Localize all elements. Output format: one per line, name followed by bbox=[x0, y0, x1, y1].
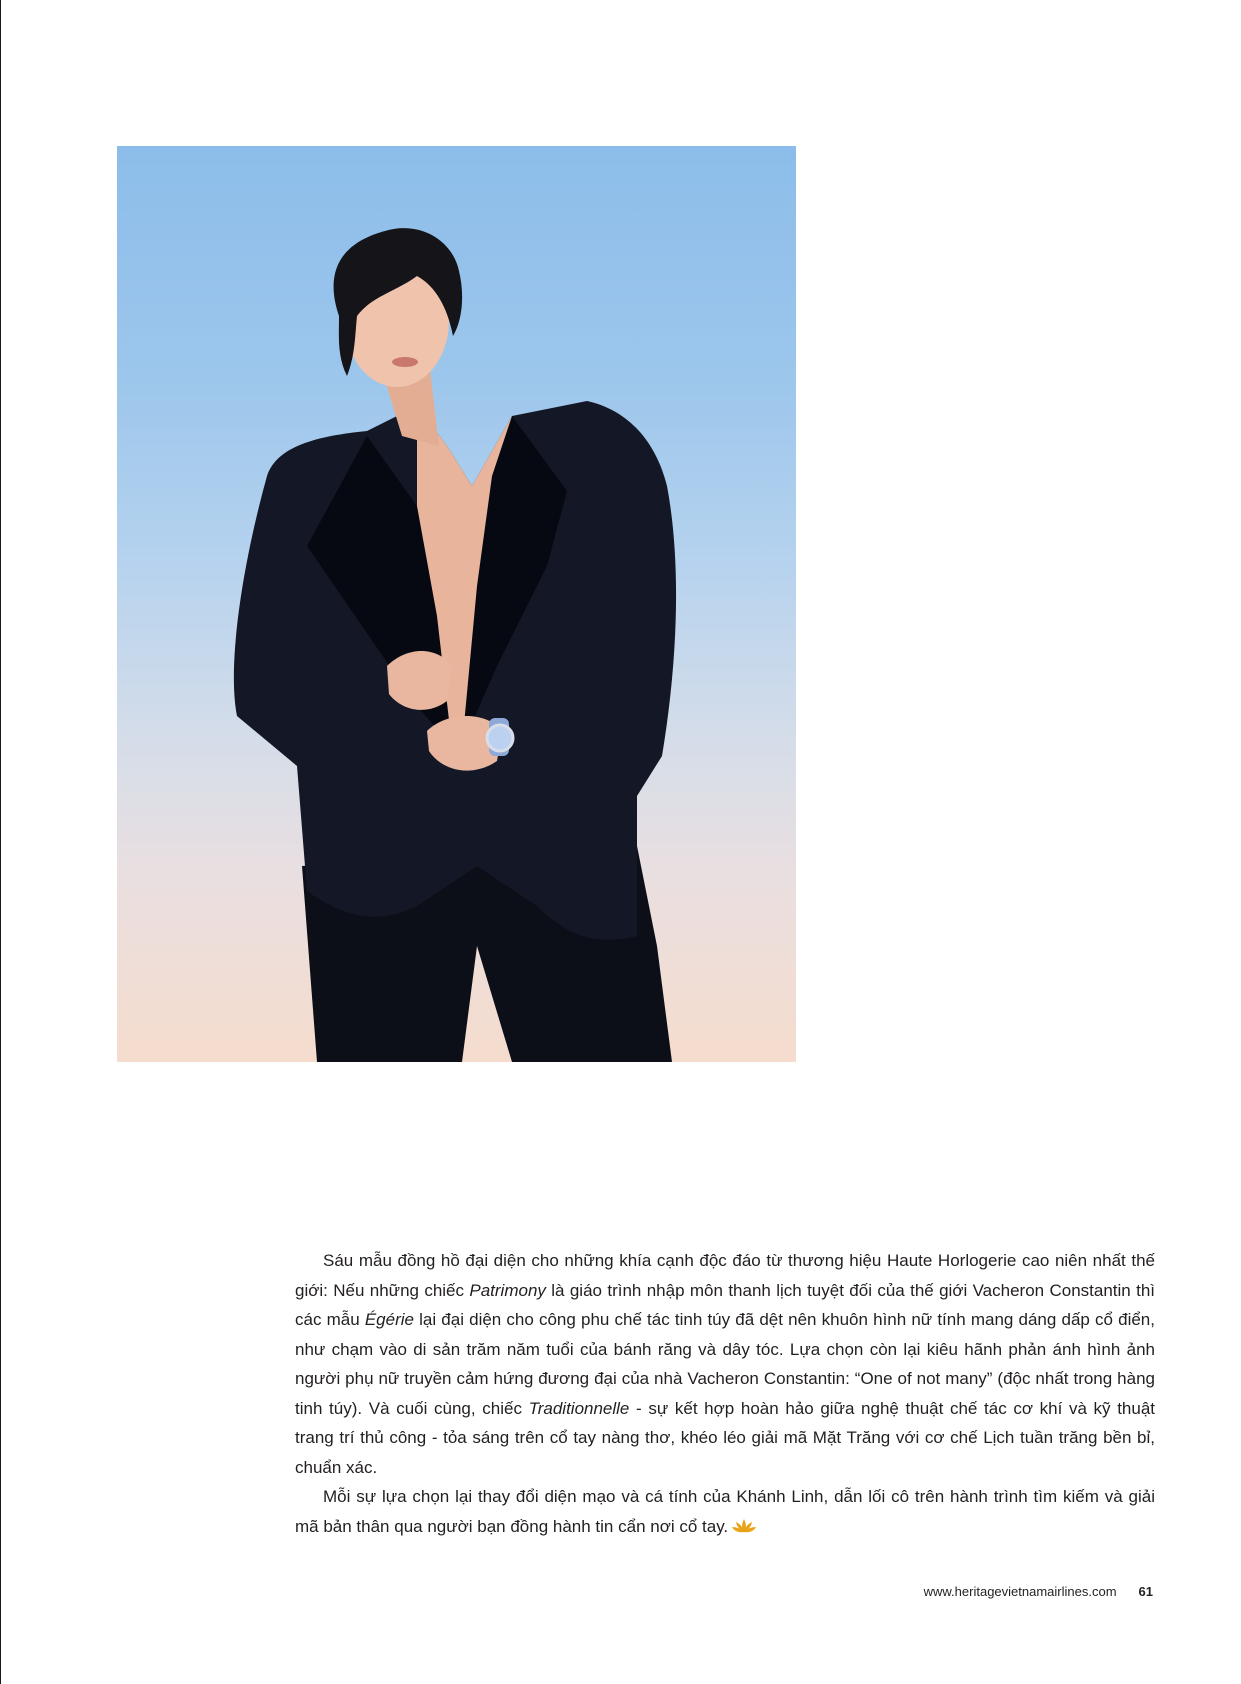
traditionnelle-name: Traditionnelle bbox=[528, 1398, 630, 1418]
paragraph-1-text-b: là giáo trình nhập môn thanh lịch tuyệt đối của thế giới Vacheron Constantin thì các mẫu bbox=[295, 1280, 1155, 1329]
paragraph-1-text-c: lại đại diện cho công phu chế tác tinh túy đã dệt nên khuôn hình nữ tính mang dáng dấp cổ điển, như chạm vào di sản trăm năm tuổi của bánh răng và dây tóc. Lựa chọn còn lại kiêu hãnh phản ánh hình ảnh người phụ nữ truyền cảm hứng đương đại của nhà Vacheron Constantin: “One of not many” (độc nhất trong hàng tinh túy). Và cuối cùng, chiếc bbox=[295, 1310, 1155, 1418]
article-paragraph-1 bbox=[295, 1246, 1155, 1482]
lotus-icon bbox=[731, 1518, 757, 1534]
watch-icon bbox=[487, 725, 513, 751]
paragraph-1-text-a: Sáu mẫu đồng hồ đại diện cho những khía cạnh độc đáo từ thương hiệu Haute Horlogerie cao niên nhất thế giới: Nếu những chiếc bbox=[295, 1251, 1155, 1300]
page-footer bbox=[924, 1584, 1153, 1599]
page-edge-rule bbox=[0, 0, 1, 1684]
paragraph-1-text-d: - sự kết hợp hoàn hảo giữa nghệ thuật chế tác cơ khí và kỹ thuật trang trí thủ công - tỏa sáng trên cổ tay nàng thơ, khéo léo giải mã Mặt Trăng với cơ chế Lịch tuần trăng bền bỉ, chuẩn xác. bbox=[295, 1398, 1156, 1477]
paragraph-2-text: Mỗi sự lựa chọn lại thay đổi diện mạo và cá tính của Khánh Linh, dẫn lối cô trên hành trình tìm kiếm và giải mã bản thân qua người bạn đồng hành tin cẩn nơi cổ tay. bbox=[295, 1487, 1155, 1536]
article-paragraph-2 bbox=[295, 1482, 1155, 1541]
left-hand bbox=[387, 651, 452, 710]
egerie-name: Égérie bbox=[364, 1310, 414, 1329]
footer-url[interactable]: www.heritagevietnamairlines.com bbox=[923, 1584, 1117, 1599]
patrimony-name: Patrimony bbox=[469, 1280, 546, 1300]
article-body bbox=[295, 1246, 1155, 1541]
lips bbox=[392, 357, 418, 367]
portrait-illustration bbox=[117, 146, 796, 1062]
fashion-portrait-photo bbox=[117, 146, 796, 1062]
page-number: 61 bbox=[1138, 1584, 1153, 1599]
